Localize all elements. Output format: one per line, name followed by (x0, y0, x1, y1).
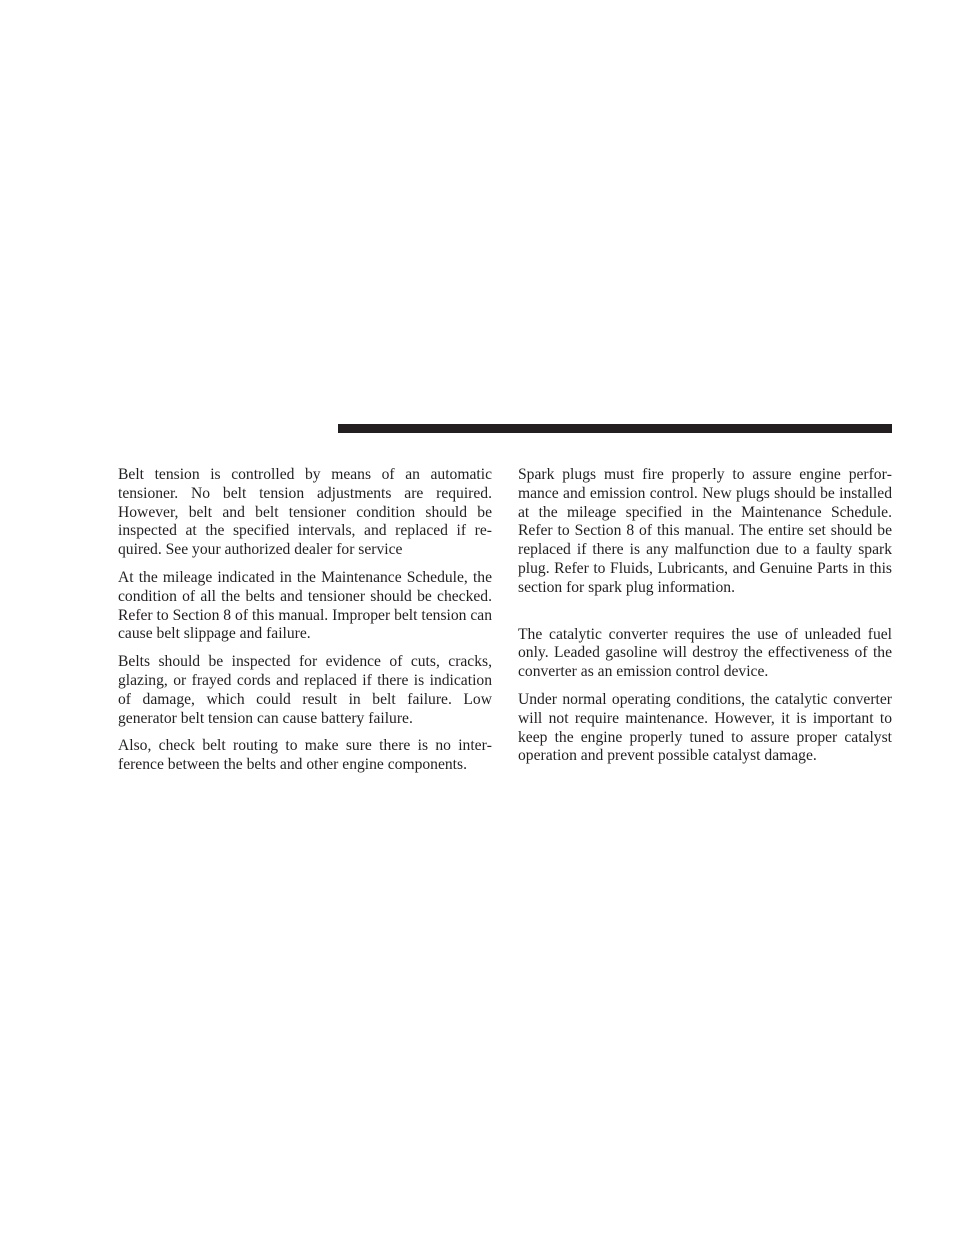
belt-routing-paragraph: Also, check belt routing to make sure there is no interference between the belts and other engine components. (118, 737, 492, 774)
belt-tension-paragraph: Belt tension is controlled by means of an automatic tensioner. No belt tension adjustments are required. However, belt and belt tensioner condition should be inspected at the specified intervals, and replaced if required. See your authorized dealer for service (118, 466, 492, 559)
belt-inspection-mileage-paragraph: At the mileage indicated in the Maintenance Schedule, the condition of all the belts and tensioner should be checked. Refer to Section 8 of this manual. Improper belt tension can cause belt slippage and failure. (118, 568, 492, 643)
left-column (118, 466, 492, 775)
belt-damage-paragraph: Belts should be inspected for evidence of cuts, cracks, glazing, or frayed cords and replaced if there is indication of damage, which could result in belt failure. Low generator belt tension can cause battery failure. (118, 653, 492, 727)
right-column (518, 466, 892, 766)
catalytic-converter-maintenance-paragraph: Under normal operating conditions, the catalytic converter will not require maintenance. However, it is important to keep the engine properly tuned to assure proper catalyst operation and prevent possible catalyst damage. (518, 690, 892, 765)
spark-plugs-paragraph: Spark plugs must fire properly to assure engine performance and emission control. New plugs should be installed at the mileage specified in the Maintenance Schedule. Refer to Section 8 of this manual. The entire set should be replaced if there is any malfunction due to a faulty spark plug. Refer to Fluids, Lubricants, and Genuine Parts in this section for spark plug information. (518, 466, 892, 596)
section-header-rule (338, 424, 892, 433)
catalytic-converter-fuel-paragraph: The catalytic converter requires the use of unleaded fuel only. Leaded gasoline will destroy the effectiveness of the converter as an emission control device. (518, 625, 892, 681)
